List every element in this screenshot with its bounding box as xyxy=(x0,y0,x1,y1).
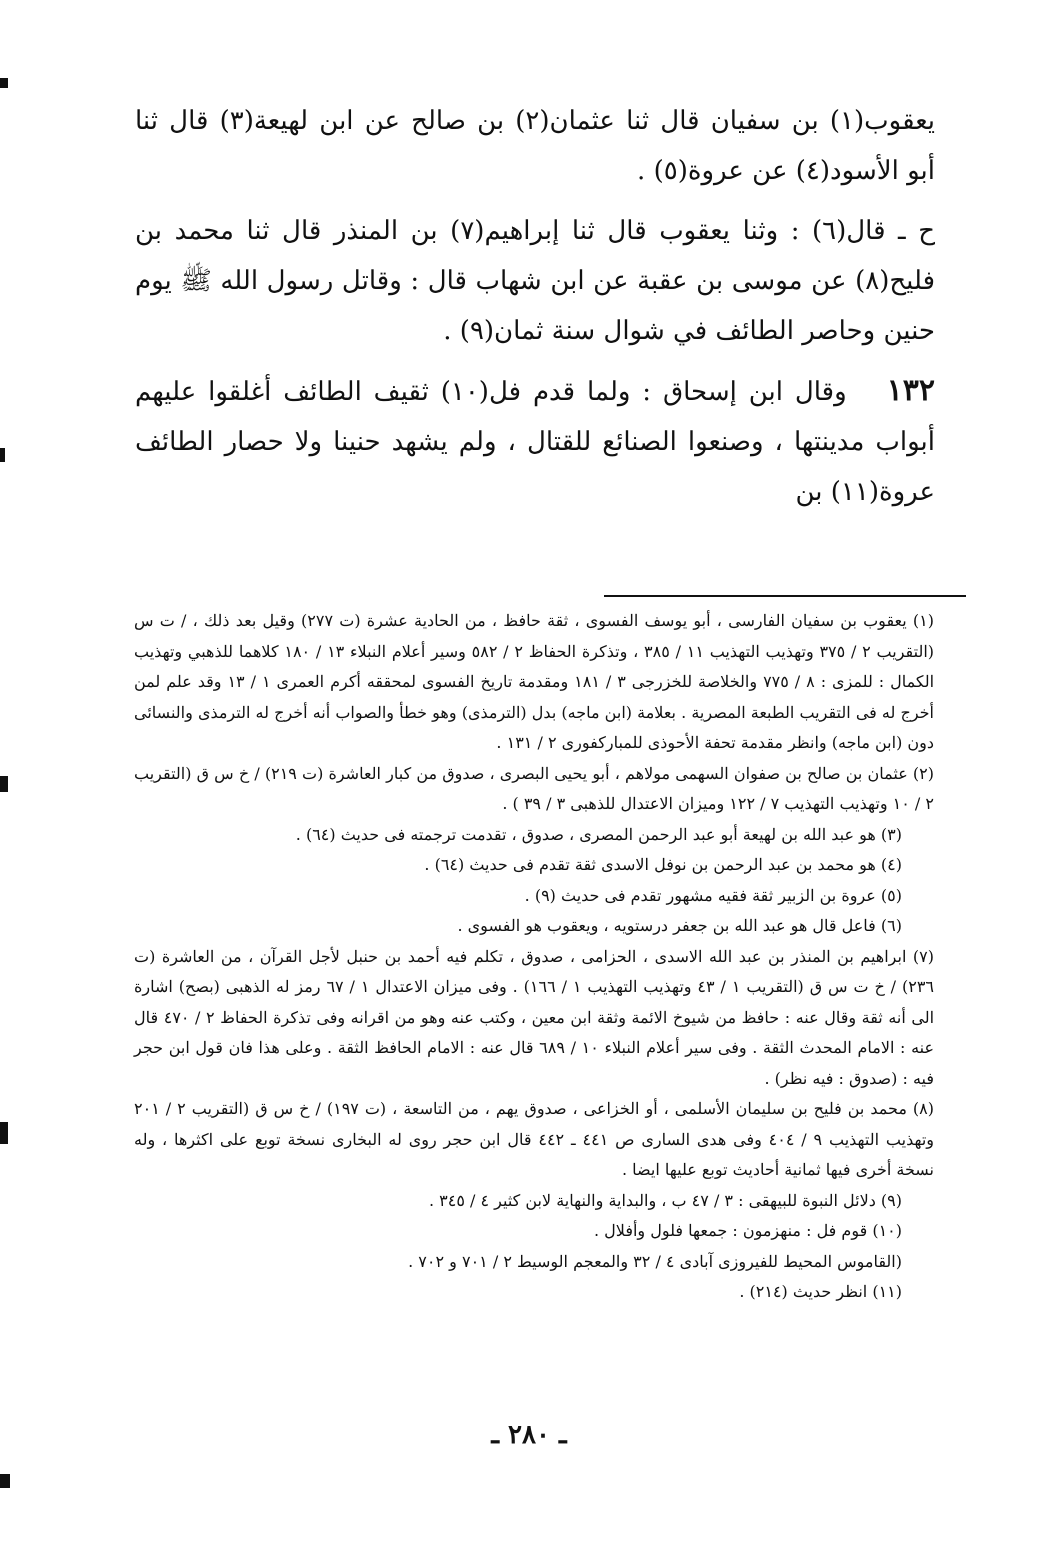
main-paragraph-3-text: وقال ابن إسحاق : ولما قدم فل(١٠) ثقيف الطائف أغلقوا عليهم أبواب مدينتها ، وصنعوا الصنائع للقتال ، ولم يشهد حنينا ولا حصار الطائف عروة(١١) بن xyxy=(135,377,935,507)
footnote-10: (١٠) قوم فل : منهزمون : جمعها فلول وأفلال . xyxy=(593,1221,902,1240)
main-text xyxy=(135,96,935,527)
hadith-number: ١٣٢ xyxy=(886,373,935,408)
scan-edge-mark xyxy=(0,1122,8,1144)
main-paragraph-1: يعقوب(١) بن سفيان قال ثنا عثمان(٢) بن صالح عن ابن لهيعة(٣) قال ثنا أبو الأسود(٤) عن عروة(٥) . xyxy=(135,106,935,186)
footnotes xyxy=(134,606,934,1308)
footnote-7: (٧) ابراهيم بن المنذر بن عبد الله الاسدى ، الحزامى ، صدوق ، تكلم فيه أحمد بن حنبل لأجل القرآن ، من العاشرة (ت ٢٣٦) / خ ت س ق (التقريب ١ / ٤٣ وتهذيب التهذيب ١ / ١٦٦) . وفى ميزان الاعتدال ١ / ٦٧ رمز له الذهبى (بصح) اشارة الى أنه ثقة وقال عنه : حافظ من شيوخ الائمة وثقة ابن معين ، وكتب عنه وهو من اقرانه وفى تذكرة الحفاظ ٢ / ٤٧٠ قال عنه : الامام المحدث الثقة . وفى سير أعلام النبلاء ١٠ / ٦٨٩ قال عنه : الامام الحافظ الثقة . وعلى هذا فان قول ابن حجر فيه : (صدوق : فيه نظر) . xyxy=(134,946,935,1088)
footnote-divider xyxy=(604,595,966,597)
scan-edge-mark xyxy=(0,776,8,792)
main-paragraph-2: ح ـ قال(٦) : وثنا يعقوب قال ثنا إبراهيم(٧) بن المنذر قال ثنا محمد بن فليح(٨) عن موسى بن عقبة عن ابن شهاب قال : وقاتل رسول الله ﷺ يوم حنين وحاصر الطائف في شوال سنة ثمان(٩) . xyxy=(135,216,935,346)
footnote-4: (٤) هو محمد بن عبد الرحمن بن نوفل الاسدى ثقة تقدم فى حديث (٦٤) . xyxy=(424,855,902,874)
scan-edge-mark xyxy=(0,448,5,462)
scan-edge-mark xyxy=(0,78,8,88)
footnote-2: (٢) عثمان بن صالح بن صفوان السهمى مولاهم ، أبو يحيى البصرى ، صدوق من كبار العاشرة (ت ٢١٩) / خ س ق (التقريب ٢ / ١٠ وتهذيب التهذيب ٧ / ١٢٢ وميزان الاعتدال للذهبى ٣ / ٣٩ ) . xyxy=(134,763,935,813)
footnote-10-cont: (القاموس المحيط للفيروزى آبادى ٤ / ٣٢ والمعجم الوسيط ٢ / ٧٠١ و ٧٠٢ . xyxy=(408,1251,902,1271)
footnote-6: (٦) فاعل قال هو عبد الله بن جعفر درستويه ، ويعقوب هو الفسوى . xyxy=(457,916,902,935)
footnote-1: (١) يعقوب بن سفيان الفارسى ، أبو يوسف الفسوى ، ثقة حافظ ، من الحادية عشرة (ت ٢٧٧) وقيل بعد ذلك ، / ت س (التقريب ٢ / ٣٧٥ وتهذيب التهذيب ١١ / ٣٨٥ ، وتذكرة الحفاظ ٢ / ٥٨٢ وسير أعلام النبلاء ١٣ / ١٨٠ كلاهما للذهبي وتهذيب الكمال : للمزى : ٨ / ٧٧٥ والخلاصة للخزرجى ٣ / ١٨١ ومقدمة تاريخ الفسوى لمحققه أكرم العمرى ١ / ١٣ وقد علم لمن أخرج له فى التقريب الطبعة المصرية . بعلامة (ابن ماجه) بدل (الترمذى) وهو خطأ والصواب أنه أخرج له الترمذى والنسائى دون (ابن ماجه) وانظر مقدمة تحفة الأحوذى للمباركفورى ٢ / ١٣١ . xyxy=(134,611,935,752)
main-paragraph-3 xyxy=(135,366,935,517)
footnote-3: (٣) هو عبد الله بن لهيعة أبو عبد الرحمن المصرى ، صدوق ، تقدمت ترجمته فى حديث (٦٤) . xyxy=(295,824,902,844)
scan-edge-mark xyxy=(0,1474,10,1488)
footnote-11: (١١) انظر حديث (٢١٤) . xyxy=(739,1282,902,1301)
footnote-5: (٥) عروة بن الزبير ثقة فقيه مشهور تقدم فى حديث (٩) . xyxy=(524,885,902,905)
page-number: ـ ٢٨٠ ـ xyxy=(491,1420,567,1450)
footnote-9: (٩) دلائل النبوة للبيهقى : ٣ / ٤٧ ب ، والبداية والنهاية لابن كثير ٤ / ٣٤٥ . xyxy=(428,1190,902,1210)
footnote-8: (٨) محمد بن فليح بن سليمان الأسلمى ، أو الخزاعى ، صدوق يهم ، من التاسعة ، (ت ١٩٧) / خ س ق (التقريب ٢ / ٢٠١ وتهذيب التهذيب ٩ / ٤٠٤ وفى هدى السارى ص ٤٤١ ـ ٤٤٢ قال ابن حجر روى له البخارى نسخة توبع على اكثرها ، وله نسخة أخرى فيها ثمانية أحاديث توبع عليها ايضا . xyxy=(134,1099,935,1179)
